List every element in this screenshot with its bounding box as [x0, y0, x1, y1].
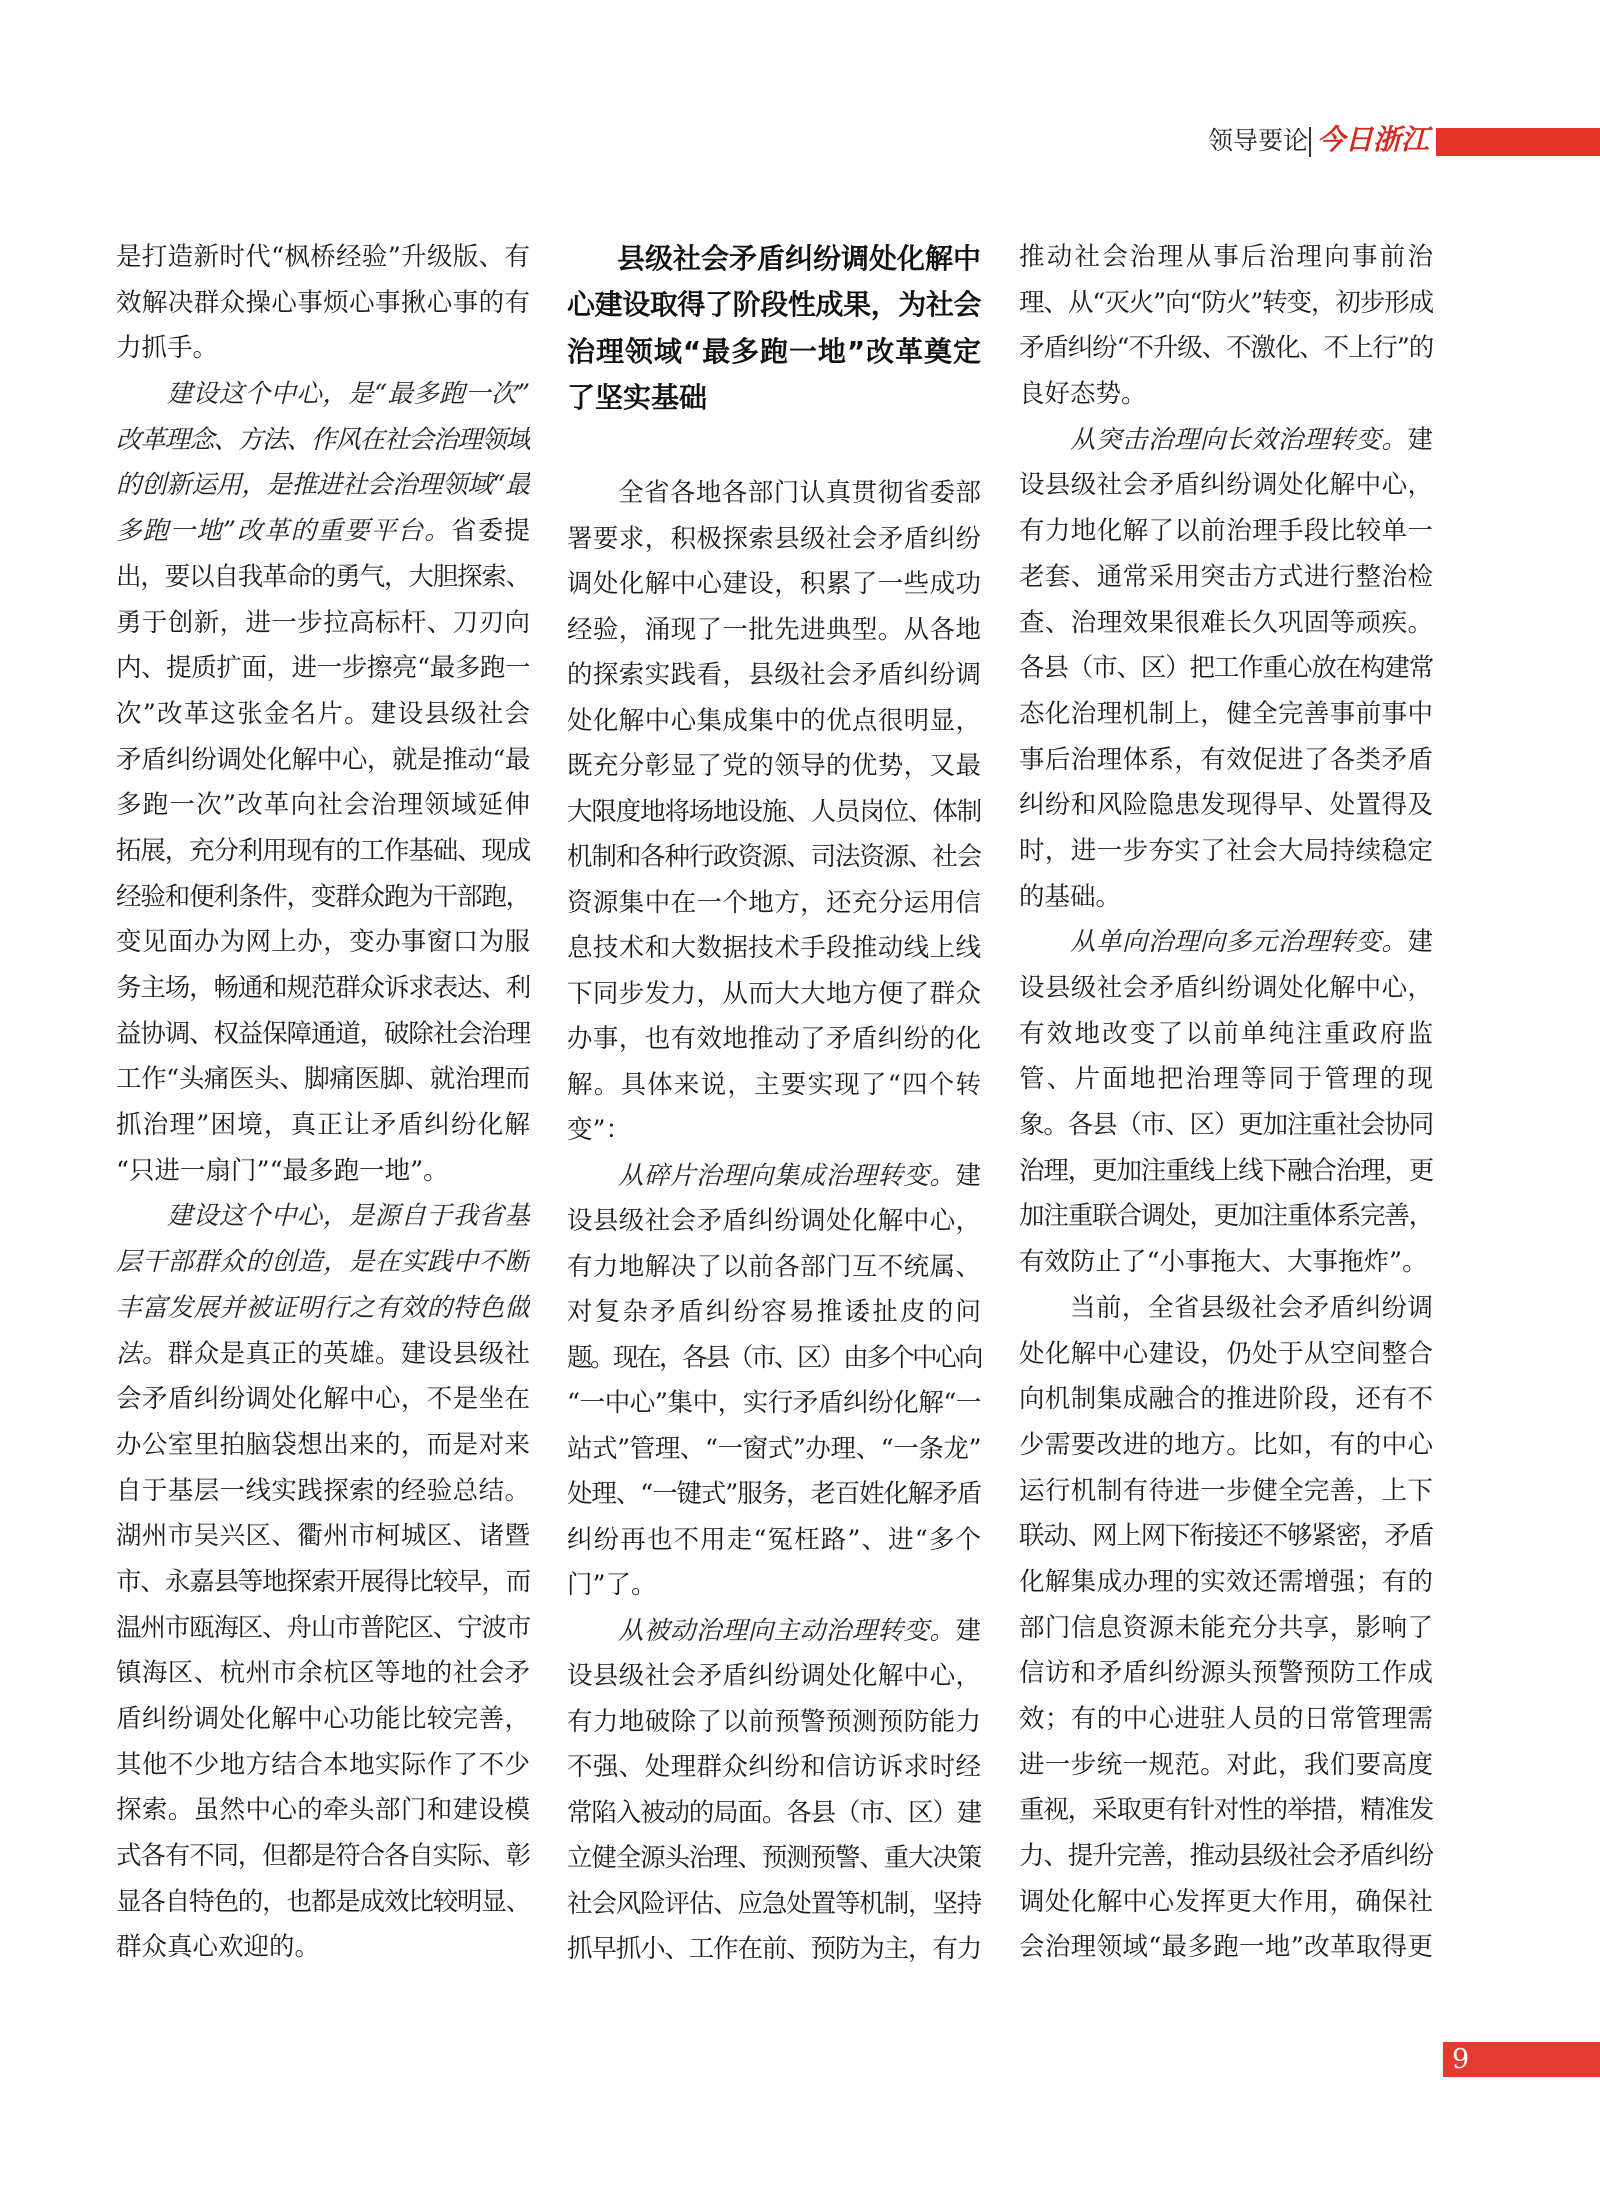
text-line: 显各自特色的，也都是成效比较明显、 — [116, 1886, 530, 1917]
text-line: 有力地解决了以前各部门互不统属、 — [567, 1251, 981, 1282]
text-line: 有力地破除了以前预警预测预防能力 — [567, 1706, 981, 1737]
topic-sentence-text: 的创新运用，是推进社会治理领域“最 — [116, 470, 530, 501]
text-line: 态化治理机制上，健全完善事前事中 — [1019, 698, 1433, 729]
topic-sentence-text: 建设这个中心，是“最多跑一次” — [167, 379, 530, 410]
heading-line: 治理领域“最多跑一地”改革奠定 — [567, 334, 981, 368]
column-1-body — [116, 235, 530, 1971]
text-line: “只进一扇门”“最多跑一地”。 — [116, 1155, 449, 1186]
text-line: 不强、处理群众纠纷和信访诉求时经 — [567, 1752, 981, 1782]
text-line: 推动社会治理从事后治理向事前治 — [1019, 242, 1433, 272]
column-2-body — [567, 471, 981, 1973]
paragraph — [116, 1194, 530, 1971]
text-line: 查、治理效果很难长久巩固等顽疾。 — [1019, 607, 1433, 638]
text-line: “一中心”集中，实行矛盾纠纷化解“一 — [567, 1388, 981, 1418]
column-1 — [116, 235, 530, 1971]
topic-sentence-text: 从碎片治理向集成治理转变。 — [618, 1160, 956, 1191]
text-line: 抓治理”困境，真正让矛盾纠纷化解 — [116, 1110, 530, 1141]
topic-sentence-text: 建设这个中心，是源自于我省基 — [167, 1201, 530, 1232]
text-line: 理、从“灭火”向“防火”转变，初步形成 — [1019, 287, 1433, 318]
text-line: 办事，也有效地推动了矛盾纠纷的化 — [567, 1024, 981, 1054]
paragraph — [1019, 1286, 1433, 1971]
text-line: 处理、“一键式”服务，老百姓化解矛盾 — [567, 1479, 981, 1509]
heading-line: 心建设取得了阶段性成果，为社会 — [567, 288, 981, 322]
text-line: 次”改革这张金名片。建设县级社会 — [116, 698, 530, 729]
topic-sentence-text: 从被动治理向主动治理转变。 — [618, 1615, 956, 1646]
text-line: 各县（市、区）把工作重心放在构建常 — [1019, 653, 1433, 684]
text-line: 务主场，畅通和规范群众诉求表达、利 — [116, 973, 530, 1003]
text-line: 矛盾纠纷调处化解中心，就是推动“最 — [116, 744, 530, 775]
page-number: 9 — [1452, 2044, 1470, 2075]
text-line: 资源集中在一个地方，还充分运用信 — [567, 887, 981, 918]
text-line — [116, 1286, 530, 1332]
text-line: 既充分彰显了党的领导的优势，又最 — [567, 751, 981, 781]
text-line: 湖州市吴兴区、衢州市柯城区、诸暨 — [116, 1521, 530, 1552]
text-line: 运行机制有待进一步健全完善，上下 — [1019, 1475, 1433, 1506]
text-line: 部门信息资源未能充分共享，影响了 — [1019, 1612, 1433, 1643]
paragraph — [116, 235, 530, 372]
topic-sentence-text: 法。 — [116, 1338, 168, 1369]
text-line: 息技术和大数据技术手段推动线上线 — [567, 933, 981, 963]
paragraph — [1019, 418, 1433, 921]
text-line: 工作“头痛医头、脚痛医脚、就治理而 — [116, 1064, 530, 1095]
text-line: 变见面办为网上办，变办事窗口为服 — [116, 927, 530, 958]
column-2 — [567, 236, 981, 1976]
header-divider — [1309, 127, 1311, 157]
text-line — [116, 509, 530, 555]
text-line — [116, 372, 530, 418]
text-line: 加注重联合调处，更加注重体系完善， — [1019, 1201, 1433, 1232]
paragraph — [567, 1154, 981, 1609]
text-line — [567, 1609, 981, 1655]
paragraph — [1019, 235, 1433, 418]
text-line: 拓展，充分利用现有的工作基础、现成 — [116, 835, 530, 866]
topic-sentence-text: 多跑一地”改革的重要平台。 — [116, 516, 452, 547]
text-line: 调处化解中心建设，积累了一些成功 — [567, 569, 981, 599]
section-label: 领导要论 — [1208, 126, 1309, 155]
page-number-tab — [1443, 2042, 1600, 2077]
text-line: 的探索实践看，县级社会矛盾纠纷调 — [567, 660, 981, 690]
text-line: 抓早抓小、工作在前、预防为主，有力 — [567, 1934, 981, 1964]
text-line: 题。现在，各县（市、区）由多个中心向 — [567, 1342, 981, 1373]
text-line: 调处化解中心发挥更大作用，确保社 — [1019, 1886, 1433, 1917]
text-line: 经验，涌现了一批先进典型。从各地 — [567, 614, 981, 645]
text-line: 站式”管理、“一窗式”办理、“一条龙” — [567, 1433, 981, 1464]
text-line: 处化解中心建设，仍处于从空间整合 — [1019, 1338, 1433, 1369]
text-line: 全省各地各部门认真贯彻省委部 — [618, 478, 981, 508]
header-red-bar — [1436, 128, 1600, 156]
text-line — [1019, 920, 1433, 966]
text-line: 其他不少地方结合本地实际作了不少 — [116, 1749, 530, 1780]
text-line: 的基础。 — [1019, 881, 1122, 912]
text-line: 对复杂矛盾纠纷容易推诿扯皮的问 — [567, 1297, 981, 1327]
heading-line: 县级社会矛盾纠纷调处化解中 — [617, 242, 981, 275]
text-line: 益协调、权益保障通道，破除社会治理 — [116, 1018, 530, 1049]
text-line: 管、片面地把治理等同于管理的现 — [1019, 1064, 1433, 1095]
text-line: 群众真心欢迎的。 — [116, 1932, 321, 1963]
topic-sentence-text: 从单向治理向多元治理转变。 — [1070, 927, 1408, 958]
text-line: 时，进一步夯实了社会大局持续稳定 — [1019, 835, 1433, 866]
text-line: 是打造新时代“枫桥经验”升级版、有 — [116, 242, 530, 272]
text-line: 盾纠纷调处化解中心功能比较完善， — [116, 1704, 530, 1734]
topic-sentence-text: 从突击治理向长效治理转变。 — [1070, 424, 1408, 455]
text-line: 力抓手。 — [116, 333, 219, 364]
text-line — [116, 418, 530, 464]
text-line — [116, 1194, 530, 1240]
topic-sentence-text: 丰富发展并被证明行之有效的特色做 — [116, 1292, 530, 1323]
text-line: 立健全源头治理、预测预警、重大决策 — [567, 1843, 981, 1873]
column-3 — [1019, 235, 1433, 1971]
topic-sentence-text: 改革理念、方法、作风在社会治理领域 — [116, 424, 530, 455]
text-line: 有效防止了“小事拖大、大事拖炸”。 — [1019, 1247, 1428, 1278]
text-line: 勇于创新，进一步拉高标杆、刀刃向 — [116, 607, 530, 638]
paragraph — [567, 471, 981, 1154]
text-line: 良好态势。 — [1019, 379, 1147, 410]
text-line: 有力地化解了以前治理手段比较单一 — [1019, 516, 1433, 547]
text-line: 象。各县（市、区）更加注重社会协同 — [1019, 1110, 1433, 1141]
text-line: 出，要以自我革命的勇气，大胆探索、 — [116, 561, 530, 592]
topic-sentence-text: 层干部群众的创造，是在实践中不断 — [116, 1247, 530, 1278]
body-text: 建 — [1407, 424, 1433, 455]
body-text: 建 — [955, 1615, 981, 1646]
text-line: 有效地改变了以前单纯注重政府监 — [1019, 1018, 1433, 1049]
text-line: 内、提质扩面，进一步擦亮“最多跑一 — [116, 653, 530, 684]
text-line: 多跑一次”改革向社会治理领域延伸 — [116, 790, 530, 821]
text-line: 处化解中心集成集中的优点很明显， — [567, 705, 981, 736]
text-line: 当前，全省县级社会矛盾纠纷调 — [1070, 1292, 1433, 1323]
text-line: 变”： — [567, 1115, 632, 1145]
text-line — [116, 1240, 530, 1286]
text-line: 矛盾纠纷“不升级、不激化、不上行”的 — [1019, 333, 1433, 364]
text-line: 署要求，积极探索县级社会矛盾纠纷 — [567, 523, 981, 554]
body-text: 建 — [1407, 927, 1433, 958]
body-text: 省委提 — [451, 516, 530, 547]
text-line: 办公室里拍脑袋想出来的，而是对来 — [116, 1429, 530, 1460]
text-line: 社会风险评估、应急处置等机制，坚持 — [567, 1888, 981, 1919]
text-line: 下同步发力，从而大大地方便了群众 — [567, 978, 981, 1009]
text-line: 向机制集成融合的推进阶段，还有不 — [1019, 1384, 1433, 1415]
text-line: 镇海区、杭州市余杭区等地的社会矛 — [116, 1658, 530, 1689]
text-line: 会矛盾纠纷调处化解中心，不是坐在 — [116, 1384, 530, 1415]
text-line: 事后治理体系，有效促进了各类矛盾 — [1019, 744, 1433, 775]
text-line — [116, 463, 530, 509]
paragraph — [567, 1609, 981, 1973]
text-line: 重视，采取更有针对性的举措，精准发 — [1019, 1795, 1433, 1826]
text-line: 效解决群众操心事烦心事揪心事的有 — [116, 287, 530, 318]
text-line: 效；有的中心进驻人员的日常管理需 — [1019, 1704, 1433, 1734]
paragraph — [1019, 920, 1433, 1286]
text-line: 老套、通常采用突击方式进行整治检 — [1019, 561, 1433, 592]
text-line: 式各有不同，但都是符合各自实际、彰 — [116, 1841, 530, 1872]
text-line: 温州市瓯海区、舟山市普陀区、宁波市 — [116, 1612, 530, 1643]
text-line: 少需要改进的地方。比如，有的中心 — [1019, 1429, 1433, 1460]
text-line: 联动、网上网下衔接还不够紧密，矛盾 — [1019, 1521, 1433, 1552]
text-line: 纠纷和风险隐患发现得早、处置得及 — [1019, 790, 1433, 821]
text-line — [116, 1332, 530, 1378]
text-line: 设县级社会矛盾纠纷调处化解中心， — [567, 1206, 981, 1236]
text-line: 解。具体来说，主要实现了“四个转 — [567, 1069, 981, 1100]
text-line: 常陷入被动的局面。各县（市、区）建 — [567, 1797, 981, 1828]
text-line: 自于基层一线实践探索的经验总结。 — [116, 1475, 530, 1506]
text-line: 会治理领域“最多跑一地”改革取得更 — [1019, 1932, 1433, 1963]
text-line: 门”了。 — [567, 1570, 657, 1600]
body-text: 建 — [955, 1160, 981, 1191]
text-line: 机制和各种行政资源、司法资源、社会 — [567, 842, 981, 872]
text-line: 大限度地将场地设施、人员岗位、体制 — [567, 796, 981, 827]
text-line: 设县级社会矛盾纠纷调处化解中心， — [567, 1661, 981, 1691]
text-line — [567, 1154, 981, 1200]
text-line: 化解集成办理的实效还需增强；有的 — [1019, 1566, 1433, 1597]
body-text: 群众是真正的英雄。建设县级社 — [167, 1338, 530, 1369]
text-line: 治理，更加注重线上线下融合治理，更 — [1019, 1155, 1433, 1186]
text-line: 设县级社会矛盾纠纷调处化解中心， — [1019, 973, 1433, 1003]
column-3-body — [1019, 235, 1433, 1971]
text-line: 纠纷再也不用走“冤枉路”、进“多个 — [567, 1524, 981, 1555]
text-line: 探索。虽然中心的牵头部门和建设模 — [116, 1795, 530, 1826]
text-line: 市、永嘉县等地探索开展得比较早，而 — [116, 1566, 530, 1597]
text-line: 信访和矛盾纠纷源头预警预防工作成 — [1019, 1658, 1433, 1689]
section-heading — [567, 236, 981, 422]
text-line: 经验和便利条件，变群众跑为干部跑， — [116, 881, 530, 912]
heading-line: 了坚实基础 — [567, 381, 708, 415]
text-line — [1019, 418, 1433, 464]
text-line: 设县级社会矛盾纠纷调处化解中心， — [1019, 470, 1433, 501]
text-line: 力、提升完善，推动县级社会矛盾纠纷 — [1019, 1841, 1433, 1872]
text-line: 进一步统一规范。对此，我们要高度 — [1019, 1749, 1433, 1780]
paragraph — [116, 372, 530, 1194]
magazine-logo: 今日浙江 — [1317, 123, 1430, 156]
